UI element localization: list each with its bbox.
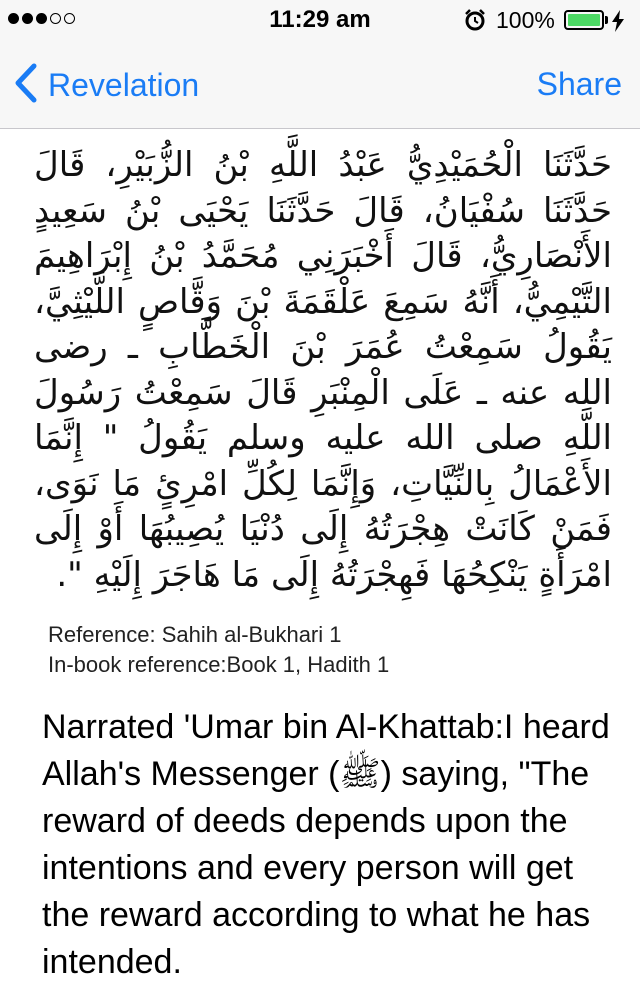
in-book-reference-line: In-book reference:Book 1, Hadith 1 xyxy=(48,652,390,677)
reference-line: Reference: Sahih al-Bukhari 1 xyxy=(48,622,342,647)
battery-icon xyxy=(564,10,604,30)
share-button[interactable]: Share xyxy=(536,66,622,102)
english-hadith-text: Narrated 'Umar bin Al-Khattab:I heard Allah's Messenger (ﷺ) saying, "The reward of deeds depends upon the intentions and every person will get the reward according to what he has intended. xyxy=(42,708,610,981)
alarm-icon xyxy=(464,9,486,35)
reference-block xyxy=(48,620,640,680)
status-time: 11:29 am xyxy=(269,6,371,33)
status-bar xyxy=(0,0,640,40)
charging-bolt-icon xyxy=(611,10,625,36)
back-button-label: Revelation xyxy=(48,66,200,103)
navigation-bar xyxy=(0,40,640,129)
hadith-content[interactable] xyxy=(0,129,640,981)
chevron-left-icon xyxy=(14,63,38,107)
arabic-hadith-text: حَدَّثَنَا الْحُمَيْدِيُّ عَبْدُ اللَّهِ بْنُ الزُّبَيْرِ، قَالَ حَدَّثَنَا سُفْيَانُ، قَالَ حَدَّثَنَا يَحْيَى بْنُ سَعِيدٍ الأَنْصَارِيُّ، قَالَ أَخْبَرَنِي مُحَمَّدُ بْنُ إِبْرَاهِيمَ التَّيْمِيُّ، أَنَّهُ سَمِعَ عَلْقَمَةَ بْنَ وَقَّاصٍ اللَّيْثِيَّ، يَقُولُ سَمِعْتُ عُمَرَ بْنَ الْخَطَّابِ ـ رضى الله عنه ـ عَلَى الْمِنْبَرِ قَالَ سَمِعْتُ رَسُولَ اللَّهِ صلى الله عليه وسلم يَقُولُ " إِنَّمَا الأَعْمَالُ بِالنِّيَّاتِ، وَإِنَّمَا لِكُلِّ امْرِئٍ مَا نَوَى، فَمَنْ كَانَتْ هِجْرَتُهُ إِلَى دُنْيَا يُصِيبُهَا أَوْ إِلَى امْرَأَةٍ يَنْكِحُهَا فَهِجْرَتُهُ إِلَى مَا هَاجَرَ إِلَيْهِ ". xyxy=(34,145,612,595)
back-button[interactable] xyxy=(14,64,199,106)
battery-percent: 100% xyxy=(496,7,555,33)
battery-nub xyxy=(605,16,608,24)
battery-fill xyxy=(568,14,600,26)
